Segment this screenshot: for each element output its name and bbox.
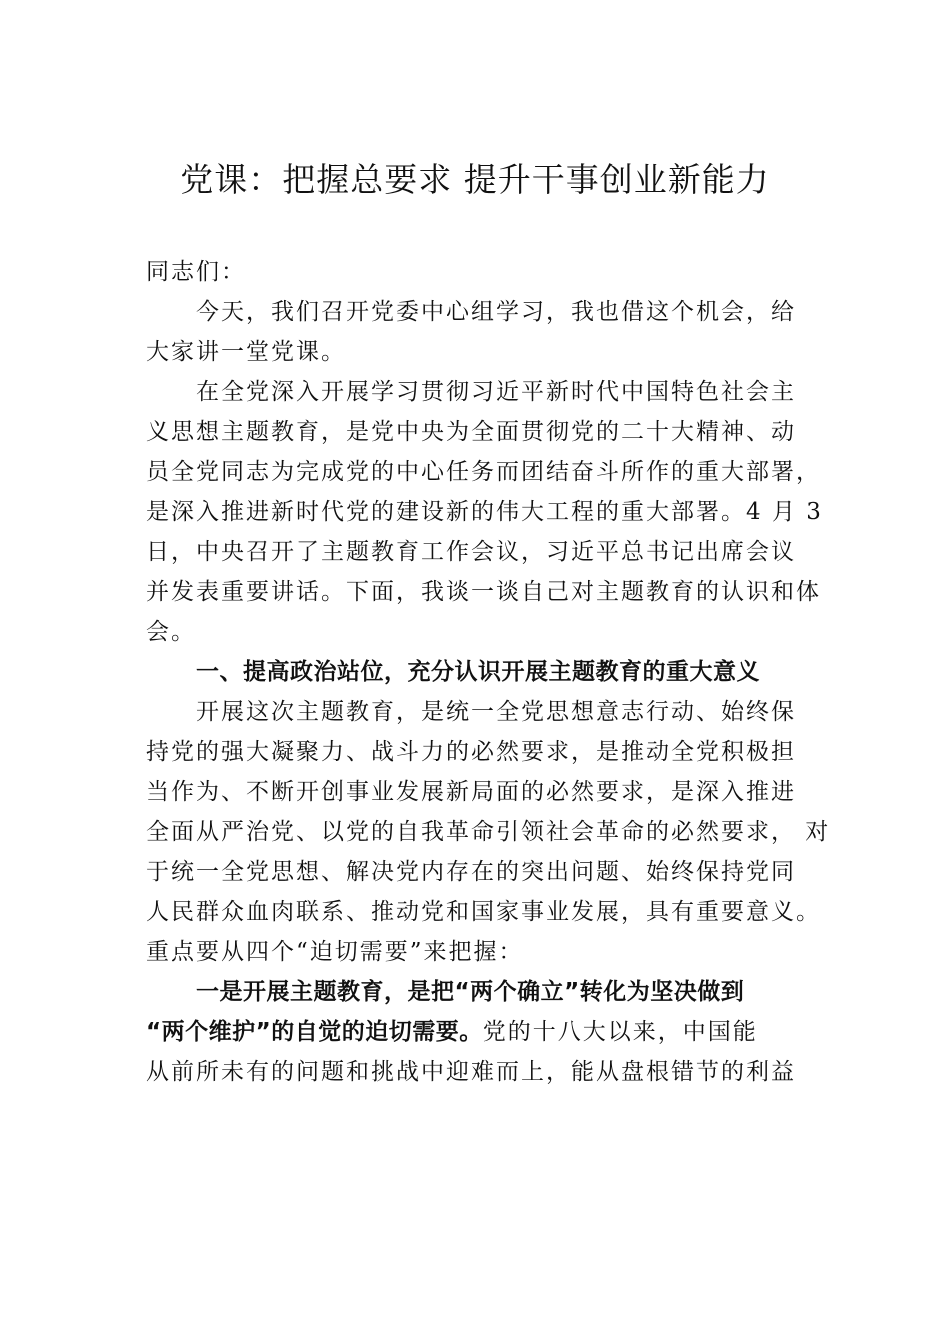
paragraph-line: 日，中央召开了主题教育工作会议，习近平总书记出席会议 — [146, 539, 796, 565]
bold-lead-sentence: 一是开展主题教育，是把“两个确立”转化为坚决做到 — [196, 979, 745, 1005]
paragraph-line: 于统一全党思想、解决党内存在的突出问题、始终保持党同 — [146, 859, 796, 885]
paragraph-line: 今天，我们召开党委中心组学习，我也借这个机会，给 — [196, 299, 796, 325]
paragraph-line: 全面从严治党、以党的自我革命引领社会革命的必然要求， 对 — [146, 819, 831, 845]
paragraph-line: 是深入推进新时代党的建设新的伟大工程的重大部署。4 月 3 — [146, 499, 823, 525]
paragraph-line: 人民群众血肉联系、推动党和国家事业发展，具有重要意义。 — [146, 899, 821, 925]
section-heading: 一、提高政治站位，充分认识开展主题教育的重大意义 — [196, 659, 760, 685]
paragraph-line: 会。 — [146, 619, 196, 645]
paragraph-line: 员全党同志为完成党的中心任务而团结奋斗所作的重大部署， — [146, 459, 821, 485]
paragraph-line: 开展这次主题教育，是统一全党思想意志行动、始终保 — [196, 699, 796, 725]
paragraph-line: 大家讲一堂党课。 — [146, 339, 346, 365]
page-title: 党课：把握总要求 提升干事创业新能力 — [180, 160, 770, 199]
paragraph-line: 当作为、不断开创事业发展新局面的必然要求，是深入推进 — [146, 779, 796, 805]
paragraph-line: 在全党深入开展学习贯彻习近平新时代中国特色社会主 — [196, 379, 796, 405]
salutation: 同志们： — [146, 259, 246, 285]
bold-lead-sentence-end: “两个维护”的自觉的迫切需要。 — [146, 1019, 483, 1045]
paragraph-line: 持党的强大凝聚力、战斗力的必然要求，是推动全党积极担 — [146, 739, 796, 765]
paragraph-text: 党的十八大以来，中国能 — [482, 1019, 758, 1045]
paragraph-line — [146, 1016, 758, 1048]
paragraph-line: 并发表重要讲话。下面，我谈一谈自己对主题教育的认识和体 — [146, 579, 821, 605]
paragraph-line: 义思想主题教育，是党中央为全面贯彻党的二十大精神、动 — [146, 419, 796, 445]
paragraph-line: 重点要从四个“迫切需要”来把握： — [146, 939, 524, 965]
paragraph-line: 从前所未有的问题和挑战中迎难而上，能从盘根错节的利益 — [146, 1059, 796, 1085]
